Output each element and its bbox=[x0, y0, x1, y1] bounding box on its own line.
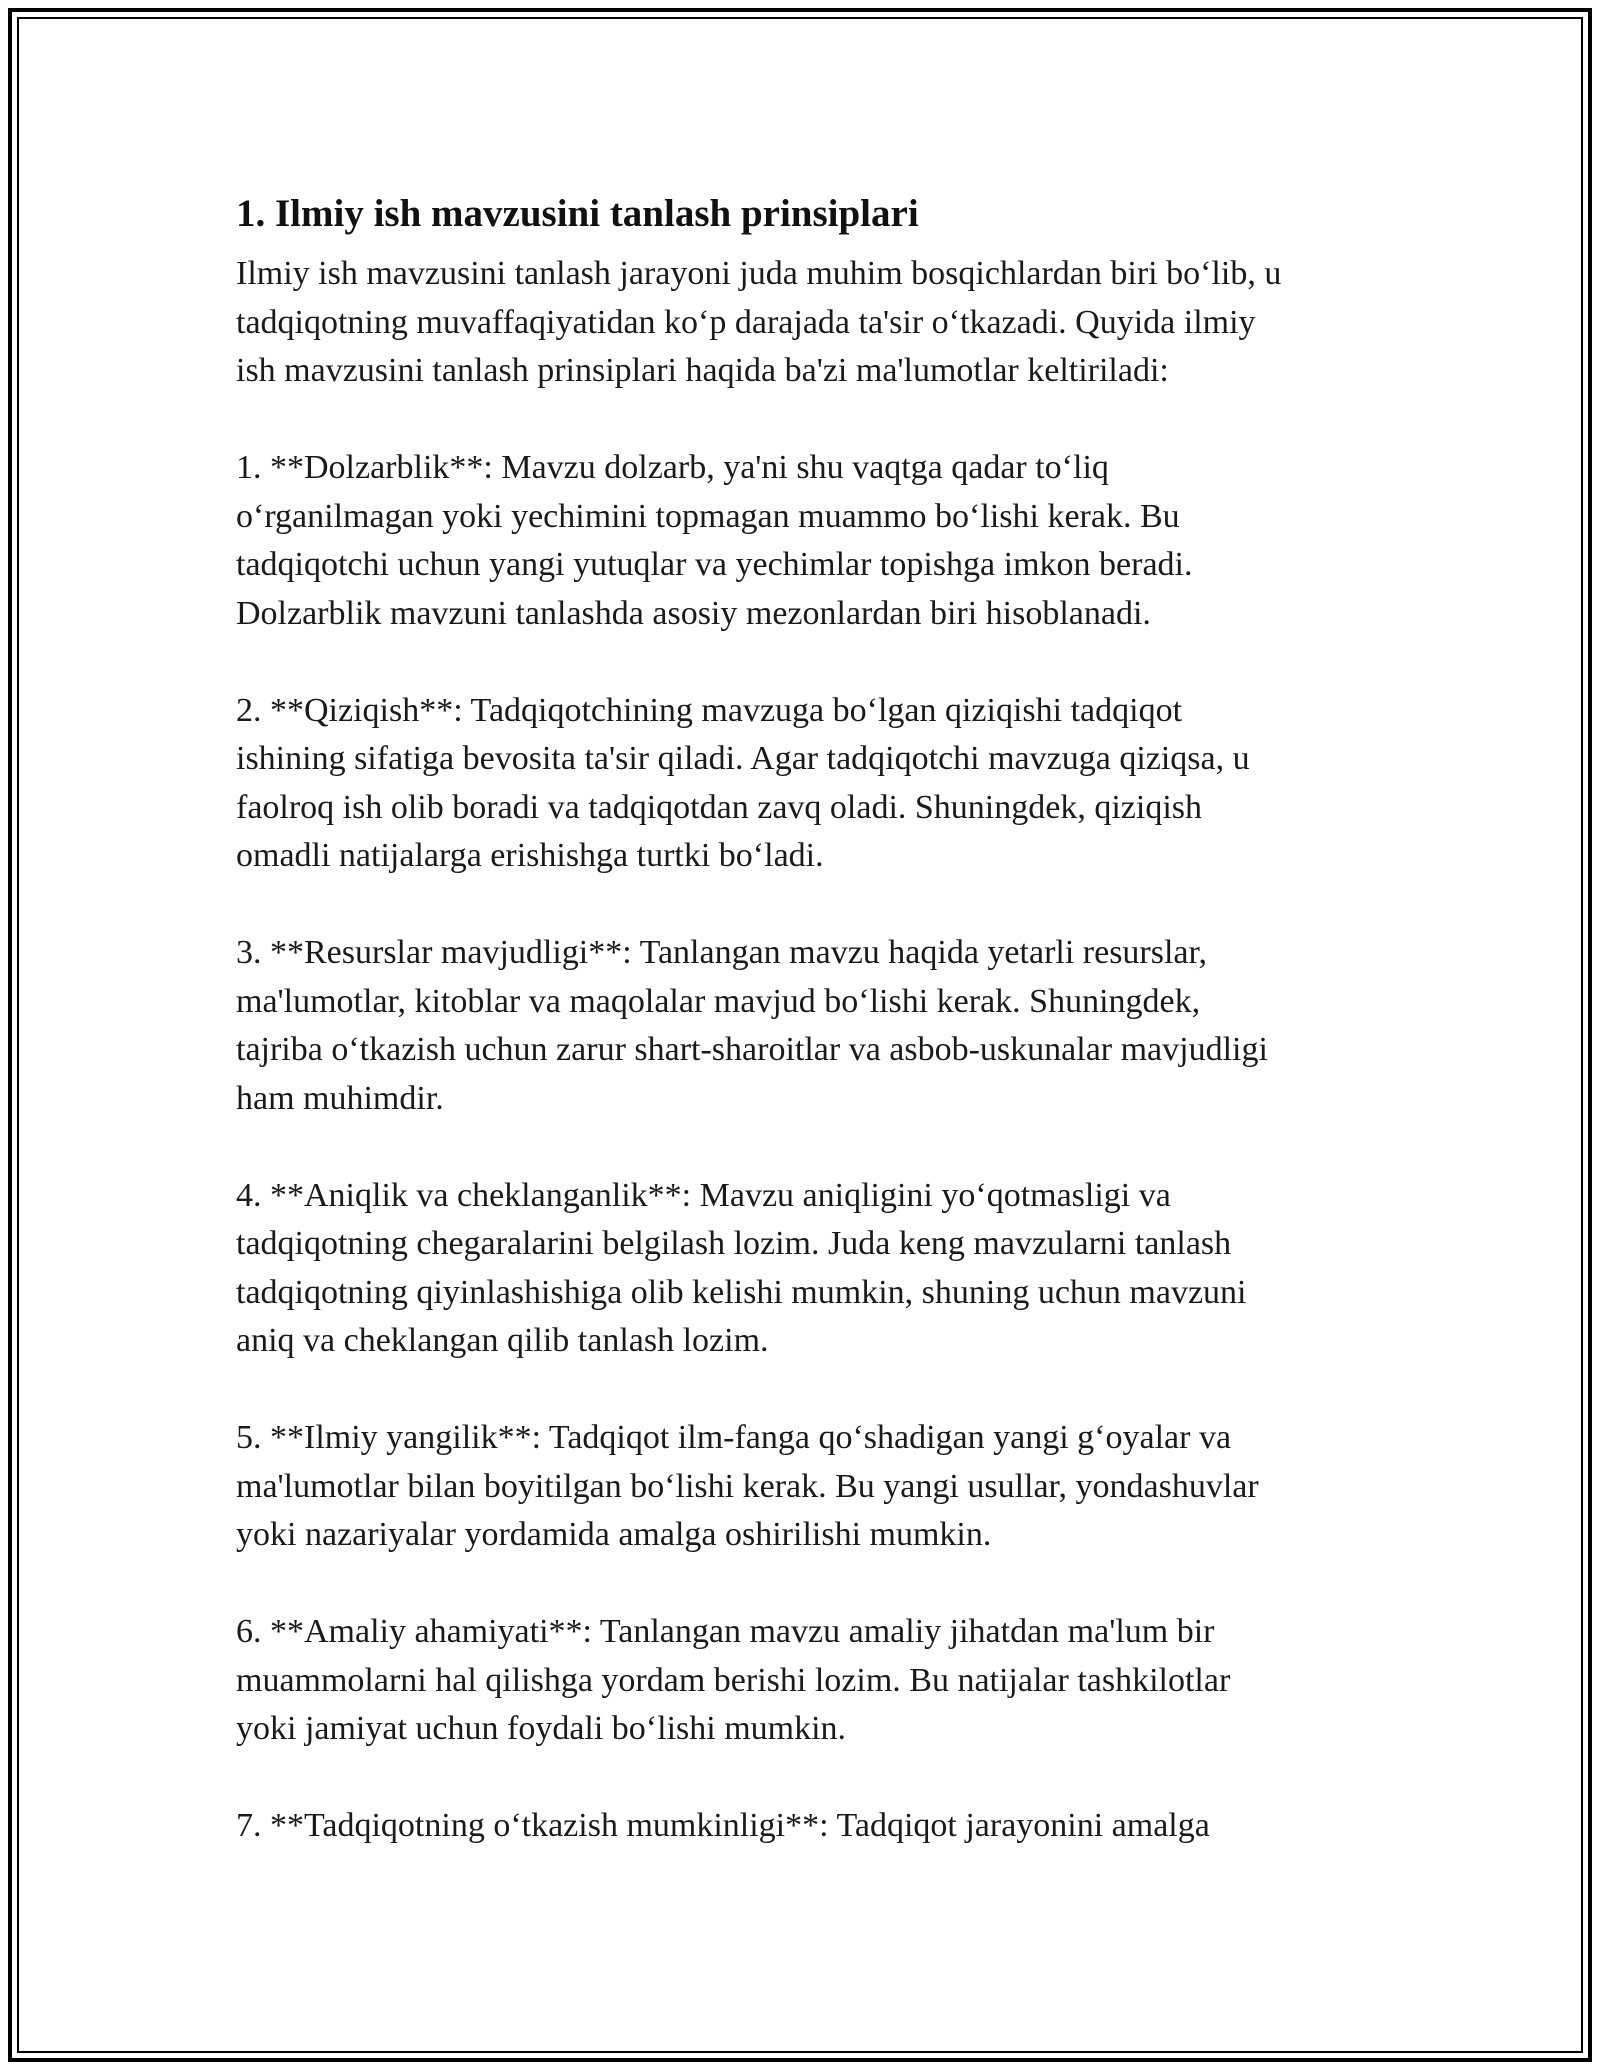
principle-item-qiziqish bbox=[236, 687, 1376, 881]
text-line: o‘rganilmagan yoki yechimini topmagan muammo bo‘lishi kerak. Bu bbox=[236, 497, 1180, 535]
text-line: ishining sifatiga bevosita ta'sir qiladi. Agar tadqiqotchi mavzuga qiziqsa, u bbox=[236, 740, 1250, 777]
text-line: 3. **Resurslar mavjudligi**: Tanlangan mavzu haqida yetarli resurslar, bbox=[236, 934, 1207, 971]
text-line: 1. **Dolzarblik**: Mavzu dolzarb, ya'ni shu vaqtga qadar to‘liq bbox=[236, 449, 1109, 486]
text-line: aniq va cheklangan qilib tanlash lozim. bbox=[236, 1322, 769, 1359]
text-line: Dolzarblik mavzuni tanlashda asosiy mezonlardan biri hisoblanadi. bbox=[236, 594, 1151, 632]
principle-item-dolzarblik bbox=[236, 444, 1376, 638]
principle-item-aniqlik bbox=[236, 1172, 1376, 1366]
text-line: tadqiqotning chegaralarini belgilash lozim. Juda keng mavzularni tanlash bbox=[236, 1225, 1232, 1262]
text-line: yoki jamiyat uchun foydali bo‘lishi mumkin. bbox=[236, 1710, 847, 1747]
text-line: tadqiqotning qiyinlashishiga olib kelishi mumkin, shuning uchun mavzuni bbox=[236, 1273, 1247, 1311]
text-line: ham muhimdir. bbox=[236, 1079, 444, 1117]
text-line: ma'lumotlar bilan boyitilgan bo‘lishi kerak. Bu yangi usullar, yondashuvlar bbox=[236, 1467, 1259, 1505]
text-line: yoki nazariyalar yordamida amalga oshirilishi mumkin. bbox=[236, 1516, 992, 1553]
text-line: omadli natijalarga erishishga turtki bo‘ladi. bbox=[236, 837, 824, 874]
text-line: ma'lumotlar, kitoblar va maqolalar mavjud bo‘lishi kerak. Shuningdek, bbox=[236, 982, 1201, 1020]
text-line: Ilmiy ish mavzusini tanlash jarayoni juda muhim bosqichlardan biri bo‘lib, u bbox=[236, 255, 1282, 292]
text-line: 7. **Tadqiqotning o‘tkazish mumkinligi**: Tadqiqot jarayonini amalga bbox=[236, 1807, 1210, 1844]
principle-item-resurslar bbox=[236, 929, 1376, 1123]
text-line: 5. **Ilmiy yangilik**: Tadqiqot ilm-fanga qo‘shadigan yangi g‘oyalar va bbox=[236, 1419, 1232, 1456]
principle-item-mumkinlik bbox=[236, 1802, 1376, 1851]
principle-item-yangilik bbox=[236, 1414, 1376, 1560]
text-line: ish mavzusini tanlash prinsiplari haqida ba'zi ma'lumotlar keltiriladi: bbox=[236, 352, 1169, 389]
text-line: faolroq ish olib boradi va tadqiqotdan zavq oladi. Shuningdek, qiziqish bbox=[236, 788, 1202, 826]
text-line: 6. **Amaliy ahamiyati**: Tanlangan mavzu amaliy jihatdan ma'lum bir bbox=[236, 1613, 1215, 1650]
text-line: muammolarni hal qilishga yordam berishi lozim. Bu natijalar tashkilotlar bbox=[236, 1661, 1231, 1699]
document-body bbox=[236, 186, 1376, 1851]
section-heading: 1. Ilmiy ish mavzusini tanlash prinsiplari bbox=[236, 192, 919, 235]
text-line: tajriba o‘tkazish uchun zarur shart-sharoitlar va asbob-uskunalar mavjudligi bbox=[236, 1031, 1268, 1068]
text-line: 2. **Qiziqish**: Tadqiqotchining mavzuga bo‘lgan qiziqishi tadqiqot bbox=[236, 691, 1183, 729]
text-line: tadqiqotchi uchun yangi yutuqlar va yechimlar topishga imkon beradi. bbox=[236, 546, 1193, 583]
intro-paragraph bbox=[236, 250, 1376, 396]
text-line: 4. **Aniqlik va cheklanganlik**: Mavzu aniqligini yo‘qotmasligi va bbox=[236, 1176, 1171, 1214]
text-line: tadqiqotning muvaffaqiyatidan ko‘p darajada ta'sir o‘tkazadi. Quyida ilmiy bbox=[236, 303, 1256, 341]
principle-item-amaliy bbox=[236, 1608, 1376, 1754]
